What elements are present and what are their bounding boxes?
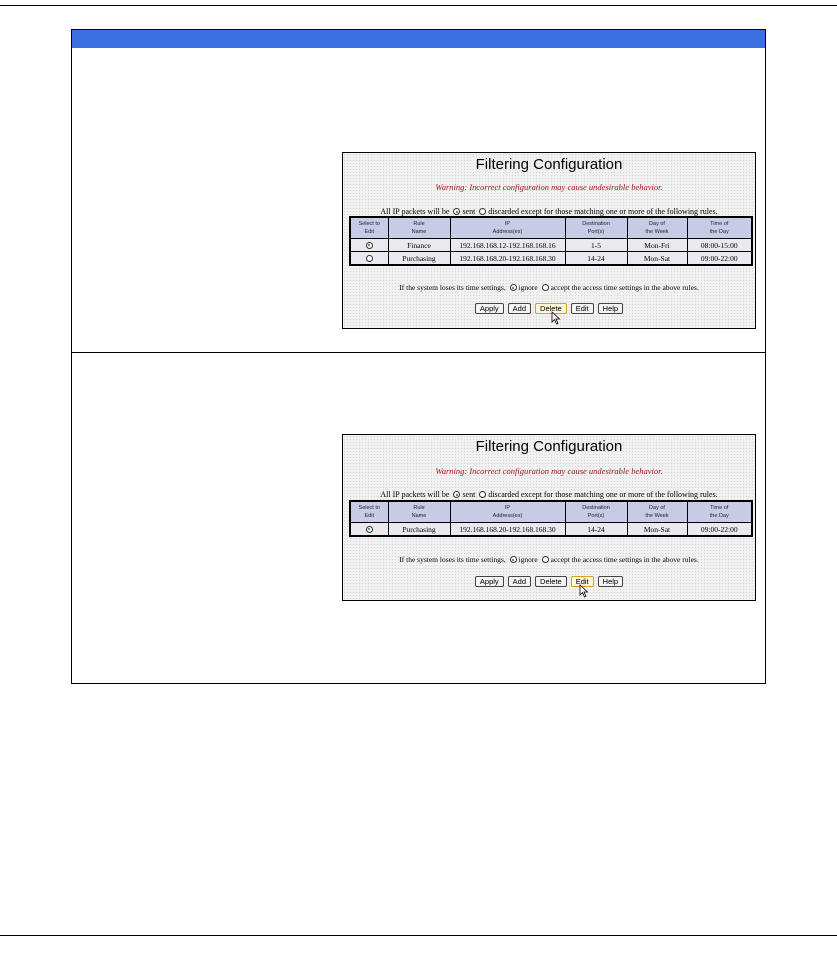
discarded-label: discarded: [488, 490, 519, 499]
page-title: Filtering Configuration: [475, 156, 623, 173]
time-loss-prefix: If the system loses its time settings,: [399, 283, 506, 292]
col-select-header: Select to Edit: [350, 501, 388, 523]
ip-cell: 192.168.168.12-192.168.168.16: [450, 239, 565, 252]
sent-radio[interactable]: [453, 491, 460, 498]
col-select-header: Select to Edit: [350, 217, 388, 239]
rules-table: [349, 500, 753, 537]
row-select-cell[interactable]: [350, 523, 388, 537]
ignore-radio[interactable]: [510, 556, 517, 563]
ip-cell: 192.168.168.20-192.168.168.30: [450, 252, 565, 266]
port-cell: 1-5: [565, 239, 627, 252]
time-loss-prefix: If the system loses its time settings,: [399, 555, 506, 564]
discarded-label: discarded: [488, 207, 519, 216]
time-loss-line: [343, 283, 755, 292]
rules-table: [349, 216, 753, 266]
mouse-pointer-icon: [551, 311, 561, 325]
sent-label: sent: [462, 490, 476, 499]
button-bar: [343, 576, 755, 587]
ip-cell: 192.168.168.20-192.168.168.30: [450, 523, 565, 537]
col-ip-header: IP Address(es): [450, 217, 565, 239]
row-select-radio[interactable]: [366, 526, 373, 533]
accept-radio[interactable]: [542, 556, 549, 563]
col-port-header: Destination Port(s): [565, 217, 627, 239]
col-time-header: Time of the Day: [687, 217, 752, 239]
day-cell: Mon-Sat: [627, 523, 687, 537]
filtering-screenshot-before-delete: [342, 152, 756, 329]
col-port-header: Destination Port(s): [565, 501, 627, 523]
policy-suffix: except for those matching one or more of the following rules.: [520, 490, 718, 499]
rules-header-row: [350, 501, 752, 523]
col-time-header: Time of the Day: [687, 501, 752, 523]
col-rule-header: Rule Name: [388, 217, 450, 239]
row-select-cell[interactable]: [350, 252, 388, 266]
delete-button[interactable]: Delete: [535, 303, 567, 314]
mouse-pointer-icon: [579, 584, 589, 598]
accept-label: accept: [550, 283, 570, 292]
time-cell: 08:00-15:00: [687, 239, 752, 252]
col-day-header: Day of the Week: [627, 217, 687, 239]
discarded-radio[interactable]: [479, 208, 486, 215]
day-cell: Mon-Sat: [627, 252, 687, 266]
edit-button[interactable]: Edit: [571, 576, 594, 587]
policy-prefix: All IP packets will be: [380, 207, 450, 216]
time-loss-suffix: the access time settings in the above rules.: [571, 283, 699, 292]
help-button[interactable]: Help: [598, 303, 623, 314]
page-top-rule: [0, 5, 837, 6]
col-ip-header: IP Address(es): [450, 501, 565, 523]
policy-suffix: except for those matching one or more of the following rules.: [520, 207, 718, 216]
ignore-label: ignore: [518, 555, 538, 564]
warning-text: Warning: Incorrect configuration may cause undesirable behavior.: [435, 466, 663, 476]
ignore-label: ignore: [518, 283, 538, 292]
page-bottom-rule: [0, 935, 837, 936]
row-divider: [72, 352, 765, 353]
col-rule-header: Rule Name: [388, 501, 450, 523]
rule-name-cell: Purchasing: [388, 252, 450, 266]
col-day-header: Day of the Week: [627, 501, 687, 523]
add-button[interactable]: Add: [508, 303, 531, 314]
rule-name-cell: Finance: [388, 239, 450, 252]
row-select-cell[interactable]: [350, 239, 388, 252]
sent-label: sent: [462, 207, 476, 216]
ignore-radio[interactable]: [510, 284, 517, 291]
table-row: [350, 239, 752, 252]
document-frame: [71, 29, 766, 684]
policy-prefix: All IP packets will be: [380, 490, 450, 499]
port-cell: 14-24: [565, 523, 627, 537]
accept-radio[interactable]: [542, 284, 549, 291]
edit-button[interactable]: Edit: [571, 303, 594, 314]
delete-button[interactable]: Delete: [535, 576, 567, 587]
accept-label: accept: [550, 555, 570, 564]
help-button[interactable]: Help: [598, 576, 623, 587]
frame-header-bar: [72, 30, 765, 48]
time-cell: 09:00-22:00: [687, 523, 752, 537]
table-row: [350, 252, 752, 266]
time-cell: 09:00-22:00: [687, 252, 752, 266]
rule-name-cell: Purchasing: [388, 523, 450, 537]
row-select-radio[interactable]: [366, 255, 373, 262]
apply-button[interactable]: Apply: [475, 576, 504, 587]
add-button[interactable]: Add: [508, 576, 531, 587]
row-select-radio[interactable]: [366, 242, 373, 249]
apply-button[interactable]: Apply: [475, 303, 504, 314]
time-loss-suffix: the access time settings in the above rules.: [571, 555, 699, 564]
port-cell: 14-24: [565, 252, 627, 266]
filtering-screenshot-after-delete: [342, 434, 756, 601]
rules-header-row: [350, 217, 752, 239]
table-row: [350, 523, 752, 537]
page-title: Filtering Configuration: [475, 438, 623, 455]
discarded-radio[interactable]: [479, 491, 486, 498]
sent-radio[interactable]: [453, 208, 460, 215]
default-policy-line: [343, 207, 755, 216]
day-cell: Mon-Fri: [627, 239, 687, 252]
button-bar: [343, 303, 755, 314]
warning-text: Warning: Incorrect configuration may cause undesirable behavior.: [435, 182, 663, 192]
time-loss-line: [343, 555, 755, 564]
default-policy-line: [343, 490, 755, 499]
